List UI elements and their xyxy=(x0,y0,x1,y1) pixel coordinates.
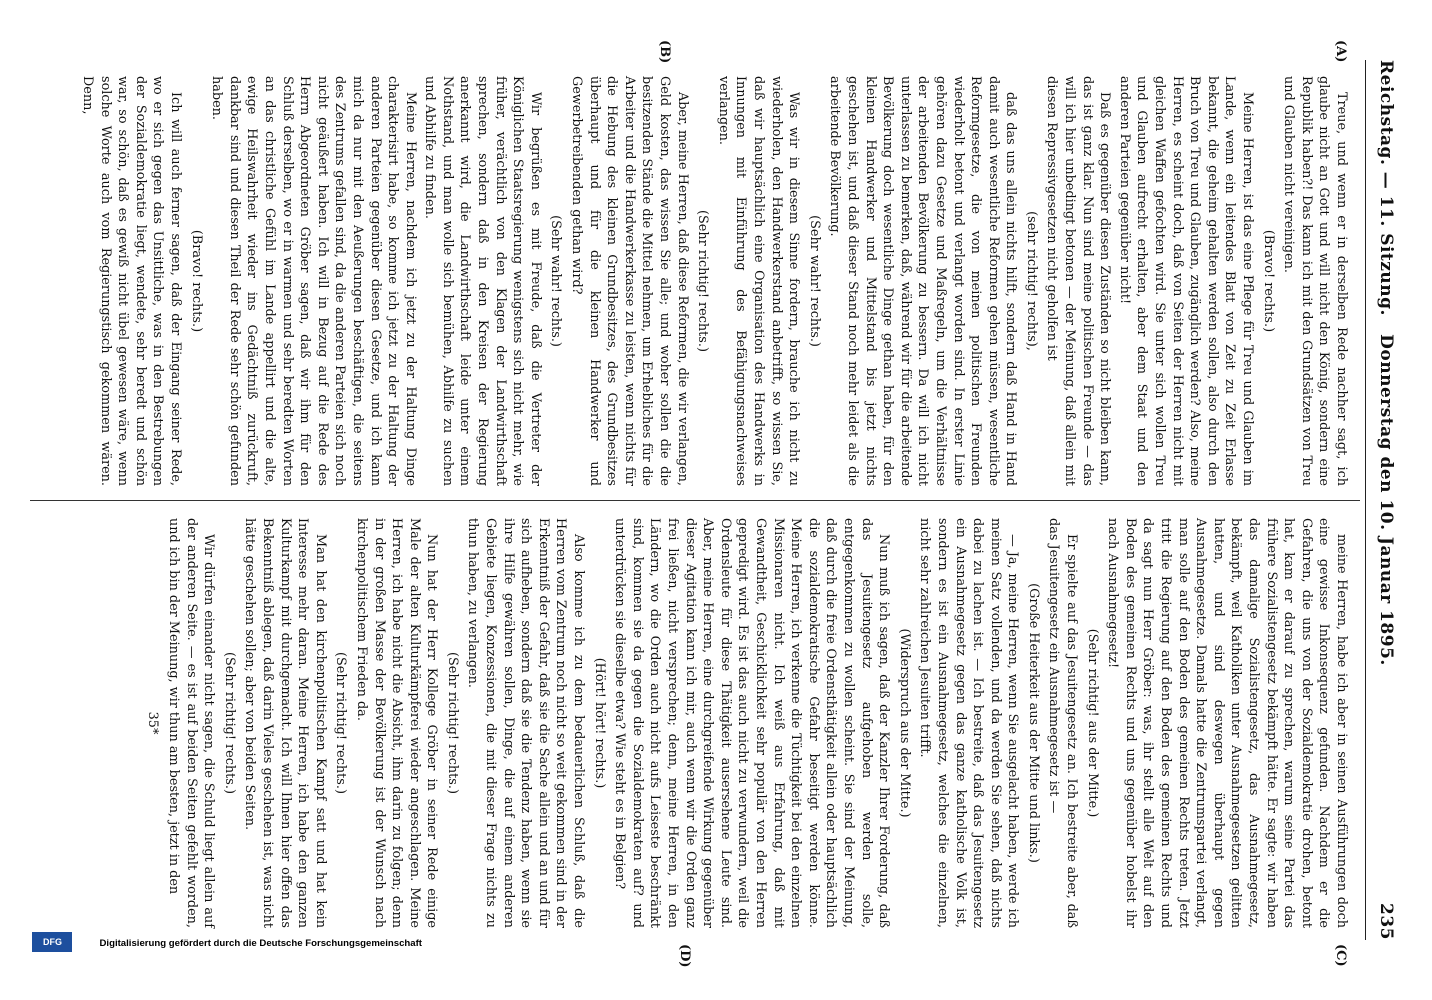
right-column xyxy=(141,518,1350,928)
left-interjection: (Sehr richtig! rechts.) xyxy=(695,210,711,352)
left-interjection: (Bravo! rechts.) xyxy=(1260,229,1276,333)
header-date: Donnerstag den 10. Januar 1895. xyxy=(1376,334,1396,666)
right-paragraph: Nun hat der Herr Kollege Gröber in seiner Rede einige Male der alten Kulturkämpferei wieder angeschlagen. Meine Herren, ich habe nicht die Absicht, ihm darin zu folgen; denn in der großen Masse der Bevölkerung ist der Wunsch nach kirchenpolitischem Frieden da. xyxy=(353,518,440,928)
right-interjection: (Große Heiterkeit aus der Mitte und links.) xyxy=(1025,583,1041,863)
digitization-note: Digitalisierung gefördert durch die Deutsche Forschungsgemeinschaft xyxy=(99,938,422,949)
right-interjection: 35* xyxy=(145,711,161,735)
right-interjection: (Sehr richtig! rechts.) xyxy=(333,652,349,794)
right-paragraph: — Ja, meine Herren, wenn Sie ausgelacht haben, werde ich meinen Satz vollenden, und da werden Sie sehen, daß nichts dabei zu lachen ist. — Ich bestreite, daß das Jesuitengesetz ein Ausnahmegesetz gegen das ganze katholische Volk ist, sondern es ist ein Ausnahmegesetz, welches die einzelnen, nicht sehr zahlreichen Jesuiten trifft. xyxy=(917,518,1021,928)
column-divider xyxy=(30,500,1360,501)
right-interjection: (Sehr richtig! rechts.) xyxy=(444,652,460,794)
right-paragraph: Wir dürfen einander nicht sagen, die Schuld liegt allein auf der anderen Seite. — es ist auf beiden Seiten gefehlt worden, und ich bin der Meinung, wir thun am besten, jetzt in den xyxy=(166,518,217,928)
left-paragraph: Meine Herren, ist das eine Pflege für Treu und Glauben im Lande, wenn ein leitendes Blatt von Zeit zu Zeit Erlasse bekannt, die geheim gehalten werden sollen, also durch den Bruch von Treu und Glauben, zugänglich werden? Also, meine Herren, es scheint doch, daß von Seiten der Herren nicht mit gleichen Waffen gefochten wird. Sie unter sich wollen Treu und Glauben aufrecht erhalten, aber dem Staat und den anderen Parteien gegenüber nicht! xyxy=(1116,76,1256,486)
left-interjection: (Sehr wahr! rechts.) xyxy=(806,215,822,347)
right-interjection: (Sehr richtig! aus der Mitte.) xyxy=(1084,628,1100,818)
left-column xyxy=(76,76,1350,486)
page-number: 235 xyxy=(1376,903,1396,940)
right-interjection: (Widerspruch aus der Mitte.) xyxy=(896,628,912,818)
right-interjection: (Hört! hört! rechts.) xyxy=(591,657,607,789)
left-paragraph: Wir begrüßen es mit Freude, daß die Vertreter der Königlichen Staatsregierung wenigstens sich nicht mehr, wie früher, verächtlich von den Klagen der Landwirthschaft sprechen, sondern daß in den Kreisen der Regierung anerkannt wird, die Landwirthschaft leide unter einem Nothstand, und man wolle sich bemühen, Abhilfe zu suchen und Abhilfe zu finden. xyxy=(422,76,543,486)
left-paragraph: Daß es gegenüber diesen Zuständen so nicht bleiben kann, das ist ganz klar. Nun sind meine politischen Freunde — das will ich hier unbedingt betonen — der Meinung, daß allein mit diesen Repressivgesetzen nicht geholfen ist xyxy=(1044,76,1113,486)
left-interjection: (Bravo! rechts.) xyxy=(188,229,204,333)
right-paragraph: Er spielte auf das Jesuitengesetz an. Ich bestreite aber, daß das Jesuitengesetz ein Ausnahmegesetz ist — xyxy=(1046,518,1080,928)
left-paragraph: Ich will auch ferner sagen, daß der Eingang seiner Rede, wo er sich gegen das Unsittliche, was in den Bestrebungen der Sozialdemokratie liegt, wendete, sehr beredt und schön war, so schön, daß es gewiß nicht übel gewesen wäre, wenn solche Worte auch vom Regierungstisch gekommen wären. Denn, xyxy=(80,76,183,486)
margin-marker-a: (A) xyxy=(1333,40,1348,63)
left-paragraph: Meine Herren, nachdem ich jetzt zu der Haltung Dinge charakterisirt habe, so komme ich jetzt zu der Haltung der anderen Parteien gegenüber diesen Gesetze, und ich kann mich da nur mit den Aeußerungen beschäftigen, die seitens des Zentrums gefallen sind, da die anderen Parteien sich noch nicht geäußert haben. Ich will in Bezug auf die Rede des Herrn Abgeordneten Gröber sagen, daß wir ihm für den Schluß derselben, wo er in warmen und sehr beredten Worten an das christliche Gefühl im Lande appellirt und die alte, ewige Heilswahrheit wieder ins Gedächtniß zurückruft, dankbar sind und diesen Theil der Rede sehr schön gefunden haben. xyxy=(209,76,418,486)
dfg-logo: DFG xyxy=(32,932,72,952)
left-paragraph: Treue, und wenn er in derselben Rede nachher sagt, ich glaube nicht an Gott und will nicht den König, sondern eine Republik haben?! Das kann ich mit den Grundsätzen von Treu und Glauben nicht vereinigen. xyxy=(1281,76,1349,486)
right-paragraph: Man hat den kirchenpolitischen Kampf satt und hat kein Interesse mehr daran. Meine Herren, ich habe den ganzen Kulturkampf mit durchgemacht. Ich will Ihnen hier offen das Bekenntniß ablegen, daß darin Vieles geschehen ist, was nicht hätte geschehen sollen; aber von beiden Seiten. xyxy=(242,518,328,928)
left-interjection: (Sehr wahr! rechts.) xyxy=(548,215,564,347)
right-paragraph: meine Herren, habe ich aber in seinen Ausführungen doch eine gewisse Inkonsequenz gefunden. Nachdem er die Gefahren, die uns von der Sozialdemokratie drohen, betont hat, kam er darauf zu sprechen, warum seine Partei das frühere Sozialistengesetz bekämpft hätte. Er sagte: wir haben das damalige Sozialistengesetz, das Ausnahmegesetz, bekämpft, weil Katholiken unter Ausnahmegesetzen gelitten hatten, und sind deswegen überhaupt gegen Ausnahmegesetze. Damals hatte die Zentrumspartei verlangt, man solle auf den Boden des gemeinen Rechts treten. Jetzt tritt die Regierung auf den Boden des gemeinen Rechts und da sagt nun Herr Gröber: was, ihr stellt alle Welt auf den Boden des gemeinen Rechts und uns gegenüber hobelst ihr nach Ausnahmegesetz! xyxy=(1105,518,1349,928)
left-paragraph: daß das uns allein nichts hilft, sondern daß Hand in Hand damit auch wesentliche Reformen gehen müssen, wesentliche Reformgesetze, die von meinen politischen Freunden wiederholt betont und verlangt worden sind. In erster Linie gehören dazu Gesetze und Maßregeln, um die Verhältnisse der arbeitenden Bevölkerung zu bessern. Da will ich nicht unterlassen zu bemerken, daß, während wir für die arbeitende Bevölkerung doch wesentliche Dinge gethan haben, für den kleinen Handwerker und Mittelstand bis jetzt nichts geschehen ist, und daß dieser Stand noch mehr leidet als die arbeitende Bevölkerung. xyxy=(827,76,1019,486)
left-paragraph: Was wir in diesem Sinne fordern, brauche ich nicht zu wiederholen, den Handwerkerstand anbetrifft, so wissen Sie, daß wir hauptsächlich eine Organisation des Handwerks in Innungen mit Einführung des Befähigungsnachweises verlangen. xyxy=(715,76,802,486)
margin-marker-b: (B) xyxy=(657,40,672,64)
right-paragraph: Nun muß ich sagen, daß der Kanzler Ihrer Forderung, daß das Jesuitengesetz aufgehoben werden solle, entgegenkommen zu wollen scheint. Sie sind der Meinung, daß durch die freie Ordensthätigkeit allein oder hauptsächlich die sozialdemokratische Gefahr beseitigt werden könne. Meine Herren, ich verkenne die Tüchtigkeit bei den einzelnen Missionaren nicht. Ich weiß aus Erfahrung, daß mit Gewandtheit, Geschicklichkeit sehr populär von den Herren gepredigt wird. Es ist das auch nicht zu verwundern, weil die Ordensleute für diese Thätigkeit ausersehene Leute sind. Aber, meine Herren, eine durchgreifende Wirkung gegenüber dieser Agitation kann ich mir, auch wenn wir die Orden ganz frei ließen, nicht versprechen; denn, meine Herren, in den Ländern, wo die Orden auch nicht aufs Leiseste beschränkt sind, kommen sie da gegen die Sozialdemokraten auf? und unterdrücken sie dieselbe etwa? Wie steht es in Belgien? xyxy=(612,518,892,928)
left-paragraph: Aber, meine Herren, daß diese Reformen, die wir verlangen, Geld kosten, das wissen Sie alle; und woher sollen die die besitzenden Stände die Mittel nehmen, um Erhebliches für die Arbeiter und die Handwerkerkasse zu leisten, wenn nichts für die Hebung des kleinen Grundbesitzes, des Grundbesitzes überhaupt und für die kleinen Handwerker und Gewerbetreibenden gethan wird? xyxy=(569,76,690,486)
page-header xyxy=(1362,60,1396,940)
margin-marker-c: (C) xyxy=(1333,944,1348,967)
right-interjection: (Sehr richtig! rechts.) xyxy=(221,652,237,794)
margin-marker-d: (D) xyxy=(677,944,692,968)
left-interjection: (sehr richtig! rechts), xyxy=(1023,211,1039,351)
header-left: Reichstag. — 11. Sitzung. xyxy=(1376,60,1396,316)
header-rule xyxy=(1365,60,1366,940)
right-paragraph: Also komme ich zu dem bedauerlichen Schluß, daß die Herren vom Zentrum noch nicht so weit gekommen sind in der Erkenntniß der Gefahr, daß sie die Sache allein und an und für sich aufheben, sondern daß sie die Tendenz haben, wenn sie ihre Hilfe gewähren sollen, Dinge, die auf einem anderen Gebiete liegen, Konzessionen, die mit dieser Frage nichts zu thun haben, zu verlangen. xyxy=(465,518,587,928)
